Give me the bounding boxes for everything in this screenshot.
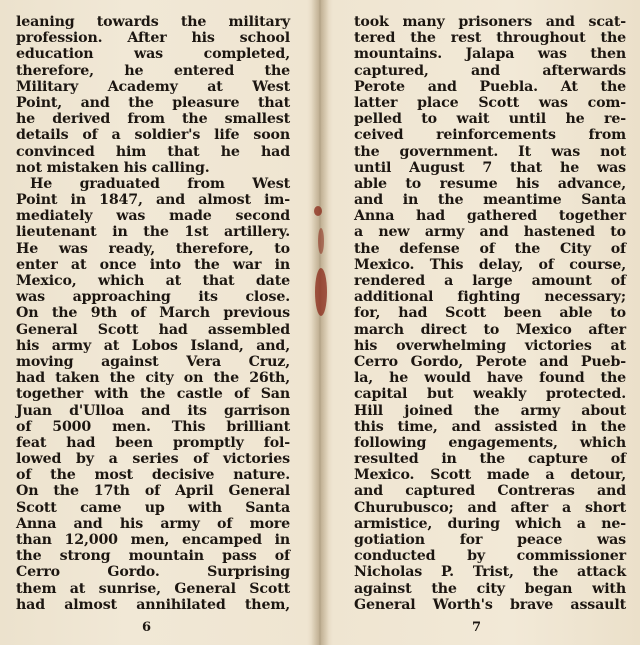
text-line: and captured Contreras and — [354, 483, 626, 500]
text-line: Scott came up with Santa — [16, 499, 290, 516]
page-number-left: 6 — [142, 620, 152, 635]
text-line: Perote and Puebla. At the — [354, 78, 626, 95]
text-line: conducted by commissioner — [354, 548, 626, 565]
text-line: leaning towards the military — [16, 14, 290, 30]
text-line: On the 17th of April General — [16, 483, 290, 500]
text-line: Anna and his army of more — [16, 515, 290, 532]
text-line: his army at Lobos Island, and, — [16, 337, 290, 354]
text-line: mountains. Jalapa was then — [354, 46, 626, 63]
text-line: moving against Vera Cruz, — [16, 353, 290, 370]
text-line: than 12,000 men, encamped in — [16, 532, 290, 548]
text-line: until August 7 that he was — [354, 159, 626, 176]
text-line: Military Academy at West — [16, 78, 290, 95]
text-line: them at sunrise, General Scott — [16, 580, 290, 597]
text-line: gotiation for peace was — [354, 532, 626, 548]
text-line: Point, and the pleasure that — [16, 94, 290, 111]
text-line: Point in 1847, and almost im- — [16, 192, 290, 209]
text-line: Mexico, which at that date — [16, 273, 290, 289]
text-line: Nicholas P. Trist, the attack — [354, 564, 626, 581]
text-line: rendered a large amount of — [354, 273, 626, 289]
text-line: and in the meantime Santa — [354, 192, 626, 209]
right-page-text — [354, 14, 626, 613]
text-line: the defense of the City of — [354, 240, 626, 257]
text-line: He was ready, therefore, to — [16, 240, 290, 257]
right-page — [320, 0, 640, 645]
text-line: captured, and afterwards — [354, 62, 626, 79]
text-line: pelled to wait until he re- — [354, 111, 626, 128]
text-line: latter place Scott was com- — [354, 94, 626, 111]
text-line: the strong mountain pass of — [16, 548, 290, 565]
text-line: therefore, he entered the — [16, 62, 290, 79]
text-line: had taken the city on the 26th, — [16, 370, 290, 387]
text-line: ceived reinforcements from — [354, 127, 626, 144]
text-line: Cerro Gordo, Perote and Pueb- — [354, 353, 626, 370]
text-line: he derived from the smallest — [16, 111, 290, 128]
text-line: for, had Scott been able to — [354, 305, 626, 322]
text-line: profession. After his school — [16, 30, 290, 47]
text-line: General Worth's brave assault — [354, 596, 626, 613]
text-line: following engagements, which — [354, 434, 626, 451]
page-number-right: 7 — [472, 620, 482, 635]
text-line: la, he would have found the — [354, 370, 626, 387]
text-line: mediately was made second — [16, 208, 290, 225]
text-line: armistice, during which a ne- — [354, 515, 626, 532]
text-line: feat had been promptly fol- — [16, 434, 290, 451]
text-line: this time, and assisted in the — [354, 418, 626, 435]
text-line: took many prisoners and scat- — [354, 14, 626, 30]
text-line: On the 9th of March previous — [16, 305, 290, 322]
text-line: lieutenant in the 1st artillery. — [16, 224, 290, 241]
text-line: a new army and hastened to — [354, 224, 626, 241]
text-line: not mistaken his calling. — [16, 159, 210, 176]
text-line: details of a soldier's life soon — [16, 127, 290, 144]
text-line: General Scott had assembled — [16, 321, 290, 338]
text-line: together with the castle of San — [16, 386, 290, 403]
text-line: enter at once into the war in — [16, 256, 290, 273]
text-line: additional fighting necessary; — [354, 289, 626, 306]
text-line: against the city began with — [354, 580, 626, 597]
text-line: able to resume his advance, — [354, 175, 626, 192]
text-line: resulted in the capture of — [354, 451, 626, 468]
text-line: Churubusco; and after a short — [354, 499, 626, 516]
text-line: He graduated from West — [30, 175, 290, 192]
text-line: Mexico. This delay, of course, — [354, 256, 626, 273]
text-line: of the most decisive nature. — [16, 467, 290, 484]
text-line: the government. It was not — [354, 143, 626, 160]
text-line: capital but weakly protected. — [354, 386, 626, 403]
text-line: education was completed, — [16, 46, 290, 63]
text-line: Juan d'Ulloa and its garrison — [16, 402, 290, 419]
text-line: Anna had gathered together — [354, 208, 626, 225]
text-line: lowed by a series of victories — [16, 451, 290, 468]
text-line: convinced him that he had — [16, 143, 290, 160]
text-line: march direct to Mexico after — [354, 321, 626, 338]
text-line: was approaching its close. — [16, 289, 290, 306]
text-line: had almost annihilated them, — [16, 596, 290, 613]
text-line: Hill joined the army about — [354, 402, 626, 419]
text-line: his overwhelming victories at — [354, 337, 626, 354]
text-line: of 5000 men. This brilliant — [16, 418, 290, 435]
text-line: tered the rest throughout the — [354, 30, 626, 47]
text-line: Cerro Gordo. Surprising — [16, 564, 290, 581]
left-page-text — [16, 14, 290, 613]
text-line: Mexico. Scott made a detour, — [354, 467, 626, 484]
